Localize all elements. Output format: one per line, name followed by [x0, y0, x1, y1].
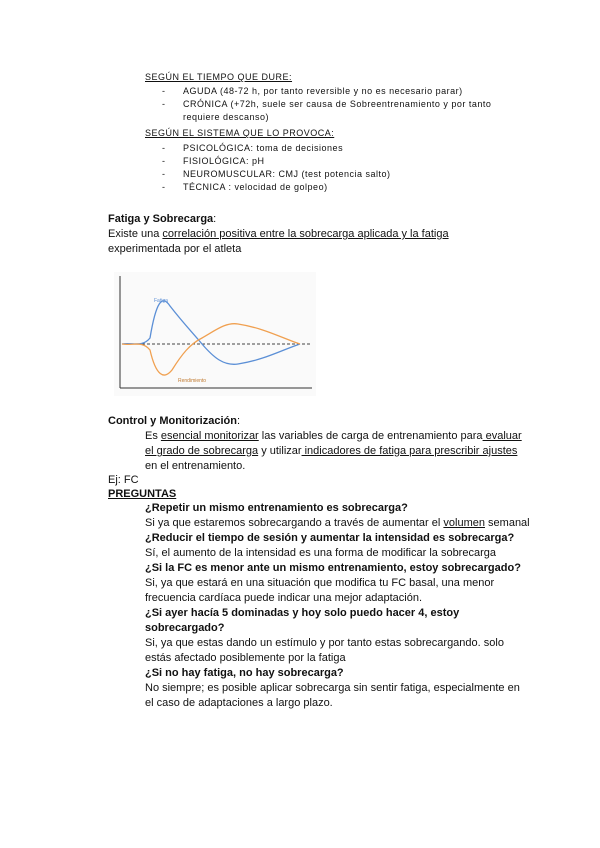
preguntas-list: [145, 501, 530, 711]
qa-item: [145, 606, 530, 666]
qa-item: [145, 666, 530, 711]
answer: Si ya que estaremos sobrecargando a través de aumentar el volumen semanal: [145, 517, 530, 529]
question: ¿Si la FC es menor ante un mismo entrenamiento, estoy sobrecargado?: [145, 562, 521, 574]
qa-item: [145, 501, 530, 531]
question: ¿Si ayer hacía 5 dominadas y hoy solo puedo hacer 4, estoy sobrecargado?: [145, 607, 460, 634]
list-item: - PSICOLÓGICA: toma de decisiones: [162, 143, 344, 153]
tiempo-heading: SEGÚN EL TIEMPO QUE DURE:: [145, 72, 293, 82]
tiempo-list: [162, 85, 522, 124]
label-rendimiento: Rendimiento: [178, 378, 207, 384]
answer: No siempre; es posible aplicar sobrecarga sin sentir fatiga, especialmente en el caso de adaptaciones a largo plazo.: [145, 682, 520, 709]
fatiga-rendimiento-chart: [114, 272, 316, 396]
answer: Sí, el aumento de la intensidad es una forma de modificar la sobrecarga: [145, 547, 496, 559]
control-title: Control y Monitorización: [108, 415, 237, 427]
fatiga-line2: experimentada por el atleta: [108, 243, 242, 255]
control-example: Ej: FC: [108, 474, 139, 486]
list-item: - CRÓNICA (+72h, suele ser causa de Sobreentrenamiento y por tanto requiere descanso): [162, 99, 492, 122]
sistema-heading: SEGÚN EL SISTEMA QUE LO PROVOCA:: [145, 128, 335, 138]
control-title-line: Control y Monitorización:: [108, 415, 241, 427]
sistema-list: [162, 142, 522, 194]
list-item: - NEUROMUSCULAR: CMJ (test potencia salto): [162, 169, 391, 179]
list-item: - AGUDA (48-72 h, por tanto reversible y no es necesario parar): [162, 86, 463, 96]
question: ¿Reducir el tiempo de sesión y aumentar la intensidad es sobrecarga?: [145, 532, 515, 544]
fatiga-title: Fatiga y Sobrecarga: [108, 213, 214, 225]
label-fatiga: Fatiga: [154, 298, 168, 304]
fatiga-correlation: correlación positiva entre la sobrecarga aplicada y la fatiga: [162, 228, 449, 240]
answer: Si, ya que estará en una situación que modifica tu FC basal, una menor frecuencia cardíaca puede indicar una mejor adaptación.: [145, 577, 495, 604]
qa-item: [145, 531, 530, 561]
question: ¿Si no hay fatiga, no hay sobrecarga?: [145, 667, 344, 679]
control-paragraph: Es esencial monitorizar las variables de carga de entrenamiento para evaluar el grado de sobrecarga y utilizar indicadores de fatiga para prescribir ajustes en el entrenamiento.: [145, 430, 522, 472]
preguntas-heading: PREGUNTAS: [108, 488, 177, 500]
list-item: - FISIOLÓGICA: pH: [162, 156, 265, 166]
fatiga-section: Fatiga y Sobrecarga: Existe una correlación positiva entre la sobrecarga aplicada y la fatiga experimentada por el atleta: [108, 212, 528, 257]
qa-item: [145, 561, 530, 606]
list-item: - TÉCNICA : velocidad de golpeo): [162, 182, 328, 192]
chart-background: [114, 272, 316, 396]
question: ¿Repetir un mismo entrenamiento es sobrecarga?: [145, 502, 408, 514]
answer: Si, ya que estas dando un estímulo y por tanto estas sobrecargando. solo estás afectado posiblemente por la fatiga: [145, 637, 504, 664]
